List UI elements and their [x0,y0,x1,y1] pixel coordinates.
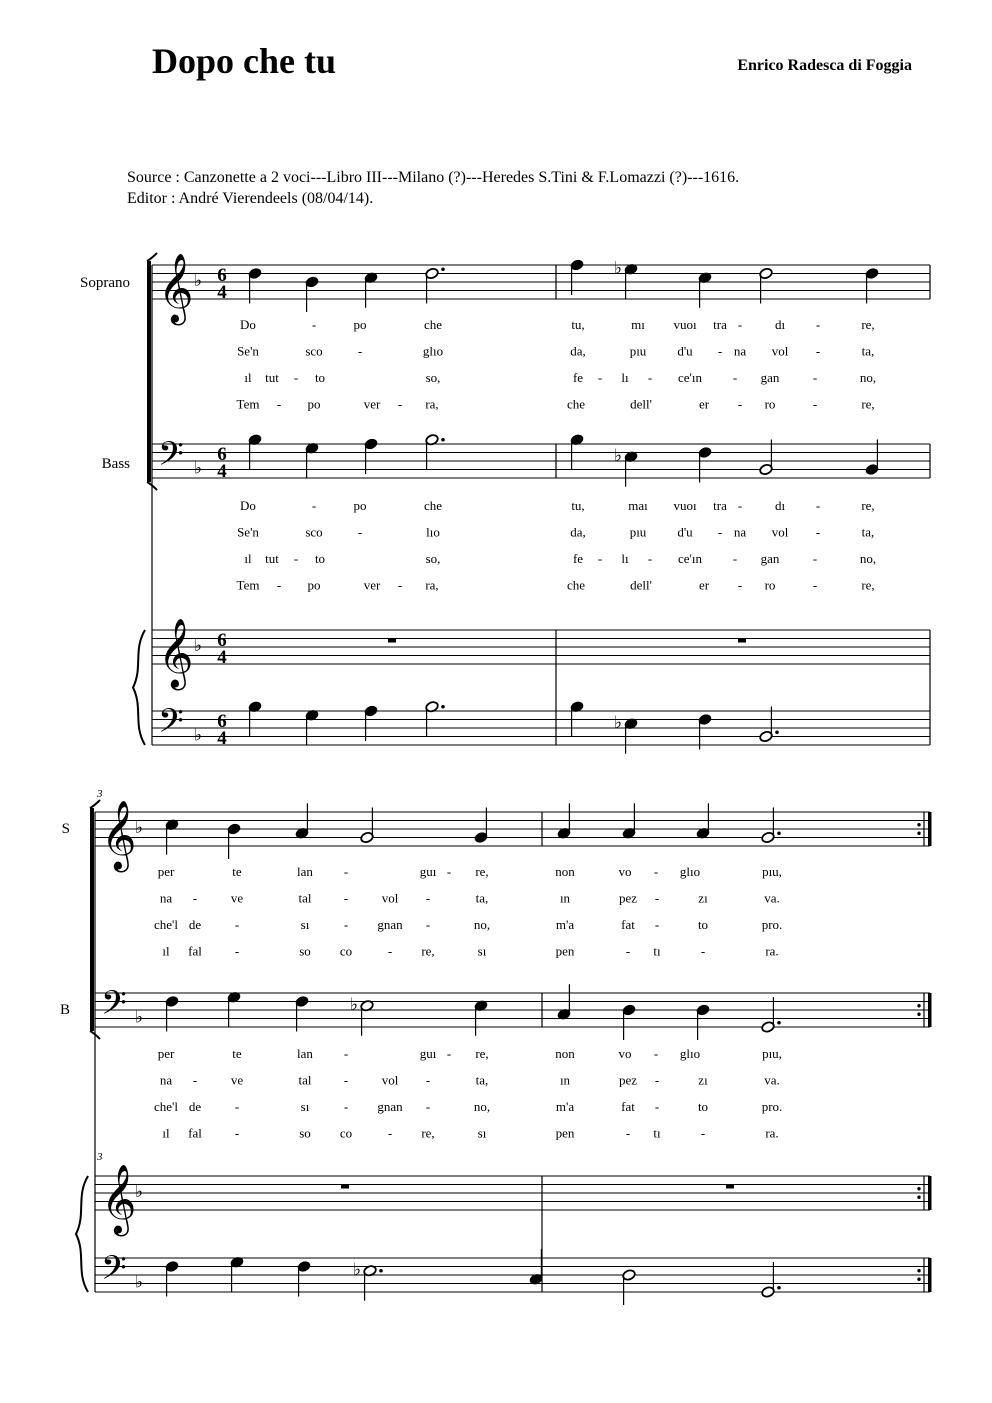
repeat-dot [917,1269,920,1272]
bass-label: Bass [101,456,130,472]
bass_lyrics-lyric: ra, [425,577,439,593]
source-line: Source : Canzonette a 2 voci---Libro III---Milano (?)---Heredes S.Tini & F.Lomazzi (?)---1616. [127,169,740,186]
soprano_lyrics-lyric: vo [618,864,632,879]
system-bracket [90,808,94,1031]
bass_lyrics-lyric: - [234,1125,240,1141]
soprano_lyrics-lyric: no, [473,917,491,932]
bass_lyrics-lyric: vo [618,1046,632,1061]
bass_lyrics-lyric: - [276,577,282,593]
piano-brace [133,630,145,745]
soprano_lyrics-lyric: ve [230,890,244,906]
soprano_lyrics-lyric: - [717,343,723,359]
bass_lyrics-lyric: tu, [571,498,585,513]
key-signature-flat-icon: ♭ [134,818,144,838]
soprano_lyrics-lyric: ver [363,396,381,412]
soprano_lyrics-lyric: dell' [630,396,652,412]
soprano_lyrics-lyric: - [732,370,738,385]
bass_lyrics-lyric: ta, [861,524,875,540]
bass_lyrics-lyric: ver [363,577,381,593]
bass_lyrics-lyric: tut [265,551,279,566]
key-signature-flat-icon: ♭ [193,725,203,746]
soprano_lyrics-lyric: re, [421,943,435,959]
bass_lyrics-lyric: Do [240,498,256,513]
augmentation-dot [775,730,779,734]
soprano_lyrics-lyric: che [566,396,586,412]
soprano_lyrics-lyric: glıo [679,864,701,879]
soprano_lyrics-lyric: - [625,943,631,959]
bracket-top-hook [90,800,100,808]
bass_lyrics-lyric: maı [628,498,648,513]
bass_lyrics-lyric: - [812,551,818,566]
bass_lyrics-lyric: dell' [630,577,652,593]
bass_lyrics-lyric: pro. [761,1099,783,1114]
soprano_lyrics-lyric: m'a [555,917,575,932]
bass_lyrics-lyric: ve [230,1072,244,1088]
bass-clef-icon: 𝄢 [158,435,184,482]
bass_lyrics-lyric: - [815,498,821,513]
bass_lyrics-lyric: vol [771,524,789,540]
augmentation-dot [777,831,781,835]
soprano_lyrics-lyric: ta, [861,343,875,359]
soprano_lyrics-lyric: Tem [236,396,260,412]
augmentation-dot [441,705,445,709]
soprano_lyrics-lyric: Se'n [237,343,259,359]
soprano_lyrics-lyric: pıu, [762,864,782,879]
bass_lyrics-lyric: no, [473,1099,491,1114]
bass_lyrics-lyric: lan [297,1046,313,1061]
bass_lyrics-lyric: re, [861,577,875,593]
soprano_lyrics-lyric: tı [653,943,661,959]
bass_lyrics-lyric: gnan [377,1099,403,1114]
bass_lyrics-lyric: guı [419,1046,437,1061]
bass_lyrics-lyric: - [812,577,818,593]
soprano_lyrics-lyric: ro [764,396,776,412]
bass_lyrics-lyric: ıl [162,1125,170,1141]
repeat-dot [917,1004,920,1007]
soprano_lyrics-lyric: sı [477,943,487,959]
treble-clef-icon: 𝄞 [101,800,137,870]
repeat-dot [917,823,920,826]
soprano_lyrics-lyric: co [339,943,353,959]
soprano_lyrics-lyric: glıo [422,343,444,359]
final-barline-thick [928,812,932,846]
bass_lyrics-lyric: pen [555,1125,575,1141]
soprano_lyrics-lyric: ce'ın [678,370,702,385]
bass_lyrics-lyric: che'l [154,1099,178,1114]
whole-rest-icon [726,1185,734,1189]
augmentation-dot [379,1269,383,1273]
soprano_lyrics-lyric: pen [555,943,575,959]
bass_lyrics-lyric: pıu [629,524,647,540]
bass_lyrics-lyric: - [446,1046,452,1061]
soprano_lyrics-lyric: d'u [677,343,693,359]
soprano_lyrics-lyric: tra [713,317,727,332]
bass_lyrics-lyric: pez [618,1072,638,1088]
soprano_lyrics-lyric: ra, [425,396,439,412]
bass_lyrics-lyric: fal [188,1125,202,1141]
soprano_lyrics-lyric: no, [859,370,877,385]
augmentation-dot [777,1021,781,1025]
bass_lyrics-lyric: m'a [555,1099,575,1114]
soprano_lyrics-lyric: che [423,317,443,332]
bass_lyrics-lyric: - [387,1125,393,1141]
final-barline-thick [928,993,932,1027]
bass_lyrics-lyric: pıu, [762,1046,782,1061]
bass_lyrics-lyric: - [311,498,317,513]
soprano_lyrics-lyric: de [188,917,202,932]
soprano_lyrics-lyric: pez [618,890,638,906]
soprano_lyrics-lyric: fat [621,917,635,932]
soprano_lyrics-lyric: lan [297,864,313,879]
bass_lyrics-lyric: re, [475,1046,489,1061]
bass_lyrics-lyric: lı [621,551,629,566]
soprano_lyrics-lyric: - [737,396,743,412]
bass_lyrics-lyric: tal [298,1072,312,1088]
augmentation-dot [441,438,445,442]
bass_lyrics-lyric: che [423,498,443,513]
key-signature-flat-icon: ♭ [134,1272,144,1293]
bass_lyrics-lyric: so, [425,551,441,566]
augmentation-dot [777,1286,781,1290]
soprano-short-label: S [61,821,70,837]
repeat-dot [917,1196,920,1199]
bass_lyrics-lyric: vol [381,1072,399,1088]
soprano_lyrics-lyric: - [357,343,363,359]
soprano_lyrics-lyric: - [293,370,299,385]
soprano_lyrics-lyric: - [812,396,818,412]
page-title: Dopo che tu [152,41,337,81]
treble-clef-icon: 𝄞 [158,618,194,688]
repeat-dot [917,1278,920,1281]
bass_lyrics-lyric: - [425,1099,431,1114]
soprano_lyrics-lyric: - [343,864,349,879]
bass_lyrics-lyric: tı [653,1125,661,1141]
soprano_lyrics-lyric: che'l [154,917,178,932]
soprano_lyrics-lyric: na [733,343,747,359]
bass_lyrics-lyric: - [343,1099,349,1114]
bass_lyrics-lyric: fe [572,551,584,566]
key-signature-flat-icon: ♭ [193,636,203,656]
bass_lyrics-lyric: er [698,577,710,593]
time-signature-denominator: 4 [217,461,227,482]
final-barline-thick [928,1176,932,1210]
soprano_lyrics-lyric: va. [764,890,780,906]
bass_lyrics-lyric: to [697,1099,709,1114]
soprano_lyrics-lyric: sco [305,343,323,359]
bass_lyrics-lyric: so [299,1125,311,1141]
soprano_lyrics-lyric: ta, [475,890,489,906]
whole-rest-icon [738,639,746,643]
soprano_lyrics-lyric: re, [861,396,875,412]
soprano_lyrics-lyric: mı [631,317,645,332]
soprano_lyrics-lyric: - [737,317,743,332]
soprano_lyrics-lyric: so [299,943,311,959]
bass_lyrics-lyric: - [234,1099,240,1114]
soprano_lyrics-lyric: tal [298,890,312,906]
bass_lyrics-lyric: non [555,1046,575,1061]
bass_lyrics-lyric: tra [713,498,727,513]
soprano_lyrics-lyric: - [397,396,403,412]
bass_lyrics-lyric: Tem [236,577,260,593]
bass_lyrics-lyric: da, [570,524,586,540]
soprano_lyrics-lyric: gan [760,370,780,385]
soprano-label: Soprano [80,275,130,291]
soprano_lyrics-lyric: sı [300,917,310,932]
bass_lyrics-lyric: - [343,1046,349,1061]
bass_lyrics-lyric: - [625,1125,631,1141]
soprano_lyrics-lyric: da, [570,343,586,359]
bass_lyrics-lyric: che [566,577,586,593]
bass_lyrics-lyric: na [733,524,747,540]
bass_lyrics-lyric: Se'n [237,524,259,540]
bass_lyrics-lyric: - [700,1125,706,1141]
time-signature-denominator: 4 [217,728,227,749]
accidental-flat-icon: ♭ [352,1259,362,1280]
bass_lyrics-lyric: lıo [426,524,440,540]
bass_lyrics-lyric: no, [859,551,877,566]
bass_lyrics-lyric: d'u [677,524,693,540]
bass_lyrics-lyric: va. [764,1072,780,1088]
bass_lyrics-lyric: re, [421,1125,435,1141]
bass_lyrics-lyric: ra. [765,1125,779,1141]
bass_lyrics-lyric: ta, [475,1072,489,1088]
bass_lyrics-lyric: ro [764,577,776,593]
bass_lyrics-lyric: - [717,524,723,540]
soprano_lyrics-lyric: - [343,890,349,906]
soprano_lyrics-lyric: fal [188,943,202,959]
soprano_lyrics-lyric: ıl [162,943,170,959]
soprano_lyrics-lyric: - [812,370,818,385]
soprano_lyrics-lyric: na [159,890,173,906]
bass_lyrics-lyric: - [737,577,743,593]
treble-clef-icon: 𝄞 [101,1164,137,1234]
bass_lyrics-lyric: - [654,1072,660,1088]
soprano_lyrics-lyric: to [314,370,326,385]
soprano_lyrics-lyric: - [234,917,240,932]
bass_lyrics-lyric: - [647,551,653,566]
soprano_lyrics-lyric: vol [771,343,789,359]
soprano_lyrics-lyric: - [815,343,821,359]
soprano_lyrics-lyric: - [654,917,660,932]
bass_lyrics-lyric: po [307,577,321,593]
soprano_lyrics-lyric: Do [240,317,256,332]
soprano_lyrics-lyric: - [815,317,821,332]
bass_lyrics-lyric: to [314,551,326,566]
soprano_lyrics-lyric: po [307,396,321,412]
soprano_lyrics-lyric: guı [419,864,437,879]
soprano_lyrics-lyric: - [387,943,393,959]
soprano_lyrics-lyric: - [654,890,660,906]
accidental-flat-icon: ♭ [613,258,623,279]
bass_lyrics-lyric: - [293,551,299,566]
key-signature-flat-icon: ♭ [134,1182,144,1202]
soprano_lyrics-lyric: - [647,370,653,385]
whole-rest-icon [388,639,396,643]
system-bracket [147,261,151,482]
bass_lyrics-lyric: sı [477,1125,487,1141]
soprano_lyrics-lyric: - [597,370,603,385]
bass_lyrics-lyric: - [737,498,743,513]
soprano_lyrics-lyric: - [234,943,240,959]
bass_lyrics-lyric: na [159,1072,173,1088]
bass_lyrics-lyric: gan [760,551,780,566]
soprano_lyrics-lyric: tut [265,370,279,385]
bass_lyrics-lyric: de [188,1099,202,1114]
soprano_lyrics-lyric: gnan [377,917,403,932]
soprano_lyrics-lyric: ıl [244,370,252,385]
soprano_lyrics-lyric: pıu [629,343,647,359]
key-signature-flat-icon: ♭ [134,1007,144,1028]
soprano_lyrics-lyric: - [192,890,198,906]
measure-number-piano: 3 [97,1151,103,1163]
soprano_lyrics-lyric: - [700,943,706,959]
soprano_lyrics-lyric: re, [861,317,875,332]
bass_lyrics-lyric: - [732,551,738,566]
bass_lyrics-lyric: sı [300,1099,310,1114]
soprano_lyrics-lyric: lı [621,370,629,385]
repeat-dot [917,832,920,835]
bass-clef-icon: 𝄢 [158,702,184,749]
bass_lyrics-lyric: co [339,1125,353,1141]
piano-brace [76,1176,88,1292]
soprano_lyrics-lyric: - [425,917,431,932]
time-signature-denominator: 4 [217,282,227,303]
soprano_lyrics-lyric: zı [698,890,708,906]
editor-line: Editor : André Vierendeels (08/04/14). [127,190,374,207]
soprano_lyrics-lyric: tu, [571,317,585,332]
bass_lyrics-lyric: - [343,1072,349,1088]
bass_lyrics-lyric: - [192,1072,198,1088]
soprano_lyrics-lyric: ra. [765,943,779,959]
accidental-flat-icon: ♭ [613,712,623,733]
bass_lyrics-lyric: - [357,524,363,540]
soprano_lyrics-lyric: to [697,917,709,932]
time-signature-numerator: 6 [217,444,227,465]
bass_lyrics-lyric: - [397,577,403,593]
soprano_lyrics-lyric: fe [572,370,584,385]
soprano_lyrics-lyric: - [276,396,282,412]
bass_lyrics-lyric: vuoı [673,498,697,513]
bass_lyrics-lyric: fat [621,1099,635,1114]
time-signature-numerator: 6 [217,711,227,732]
bass-clef-icon: 𝄢 [101,1249,127,1296]
bass_lyrics-lyric: re, [861,498,875,513]
repeat-dot [917,1013,920,1016]
bass_lyrics-lyric: glıo [679,1046,701,1061]
bass_lyrics-lyric: dı [774,498,786,513]
bass-clef-icon: 𝄢 [101,984,127,1031]
soprano_lyrics-lyric: vuoı [673,317,697,332]
composer-name: Enrico Radesca di Foggia [737,57,912,74]
bass_lyrics-lyric: - [425,1072,431,1088]
bass_lyrics-lyric: - [597,551,603,566]
measure-number: 3 [97,788,103,800]
soprano_lyrics-lyric: - [425,890,431,906]
time-signature-denominator: 4 [217,647,227,668]
bass_lyrics-lyric: sco [305,524,323,540]
key-signature-flat-icon: ♭ [193,271,203,291]
soprano_lyrics-lyric: vol [381,890,399,906]
soprano_lyrics-lyric: so, [425,370,441,385]
soprano_lyrics-lyric: - [311,317,317,332]
soprano_lyrics-lyric: - [343,917,349,932]
bass_lyrics-lyric: ce'ın [678,551,702,566]
soprano_lyrics-lyric: non [555,864,575,879]
soprano_lyrics-lyric: re, [475,864,489,879]
soprano_lyrics-lyric: ın [559,890,571,906]
treble-clef-icon: 𝄞 [158,253,194,323]
bass_lyrics-lyric: po [353,498,367,513]
soprano_lyrics-lyric: - [446,864,452,879]
augmentation-dot [441,267,445,271]
soprano_lyrics-lyric: - [653,864,659,879]
bass_lyrics-lyric: - [654,1099,660,1114]
accidental-flat-icon: ♭ [613,445,623,466]
bass_lyrics-lyric: - [815,524,821,540]
time-signature-numerator: 6 [217,630,227,651]
key-signature-flat-icon: ♭ [193,458,203,479]
final-barline-thick [928,1258,932,1292]
bass_lyrics-lyric: zı [698,1072,708,1088]
soprano_lyrics-lyric: per [157,864,175,879]
bass_lyrics-lyric: - [653,1046,659,1061]
whole-rest-icon [341,1185,349,1189]
soprano_lyrics-lyric: er [698,396,710,412]
bass_lyrics-lyric: te [232,1046,242,1061]
soprano_lyrics-lyric: pro. [761,917,783,932]
bass_lyrics-lyric: ın [559,1072,571,1088]
bass_lyrics-lyric: per [157,1046,175,1061]
accidental-flat-icon: ♭ [349,994,359,1015]
repeat-dot [917,1187,920,1190]
bass-short-label: B [59,1002,70,1018]
soprano_lyrics-lyric: te [232,864,242,879]
soprano_lyrics-lyric: po [353,317,367,332]
time-signature-numerator: 6 [217,265,227,286]
soprano_lyrics-lyric: dı [774,317,786,332]
bass_lyrics-lyric: ıl [244,551,252,566]
bracket-top-hook [147,253,157,261]
